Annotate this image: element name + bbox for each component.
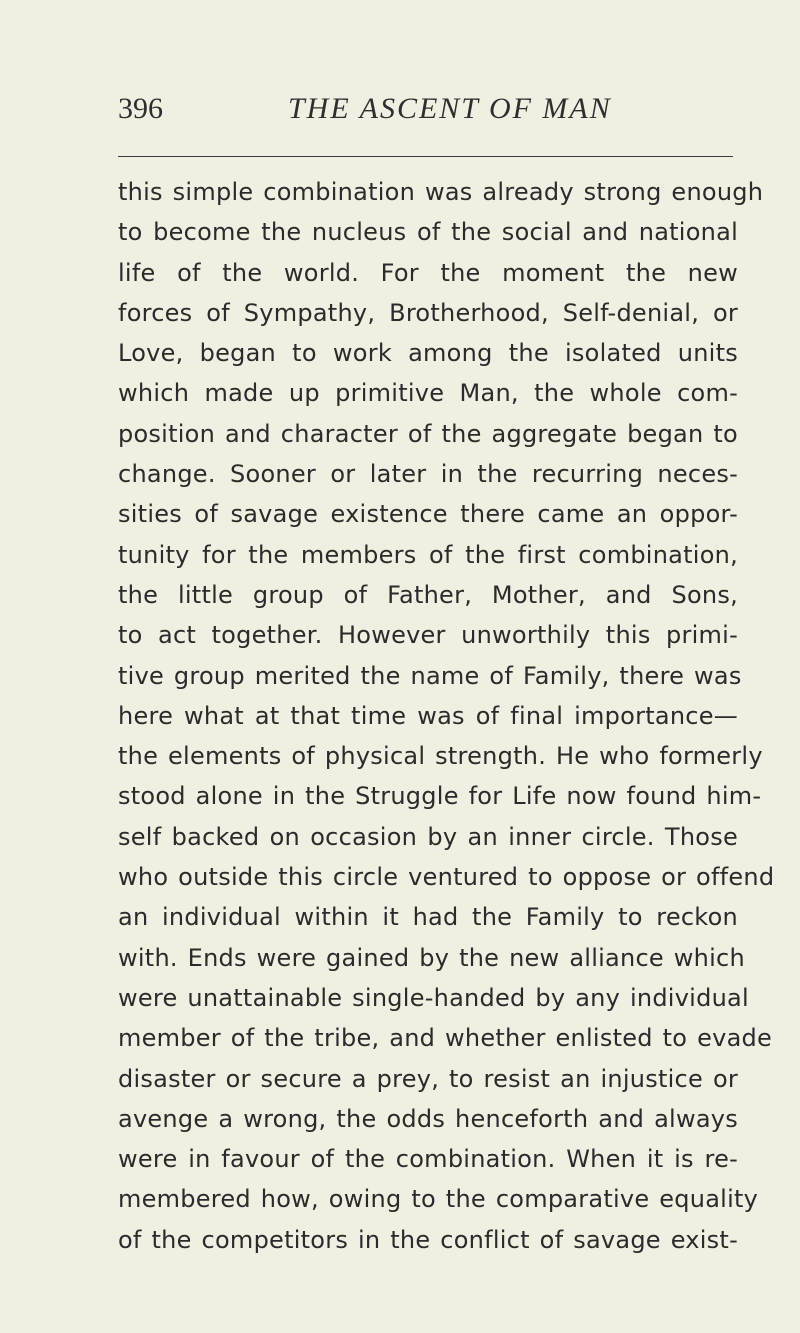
text-line: member of the tribe, and whether enlisted to evade bbox=[118, 1024, 773, 1053]
text-line: this simple combination was already strong enough bbox=[118, 178, 764, 206]
text-line: the little group of Father, Mother, and Sons, bbox=[118, 580, 738, 609]
text-line: membered how, owing to the comparative equality bbox=[118, 1185, 759, 1214]
text-line: self backed on occasion by an inner circle. Those bbox=[118, 822, 738, 851]
text-line: disaster or secure a prey, to resist an injustice or bbox=[118, 1064, 738, 1093]
text-line: Love, began to work among the isolated units bbox=[118, 339, 738, 368]
text-line: sities of savage existence there came an oppor- bbox=[118, 500, 738, 529]
page-header bbox=[118, 92, 738, 152]
text-line: of the competitors in the conflict of savage exist- bbox=[118, 1225, 738, 1254]
text-line: to become the nucleus of the social and national bbox=[118, 218, 738, 247]
text-line: were unattainable single-handed by any individual bbox=[118, 983, 749, 1012]
text-line: which made up primitive Man, the whole com- bbox=[118, 379, 738, 408]
body-text bbox=[118, 172, 775, 1260]
text-line: the elements of physical strength. He who formerly bbox=[118, 742, 763, 771]
page-number: 396 bbox=[118, 92, 163, 125]
text-line: an individual within it had the Family to reckon bbox=[118, 903, 738, 932]
text-line: life of the world. For the moment the new bbox=[118, 258, 738, 287]
text-line: change. Sooner or later in the recurring neces- bbox=[118, 460, 738, 489]
text-line: who outside this circle ventured to oppose or offend bbox=[118, 863, 775, 892]
text-line: stood alone in the Struggle for Life now found him- bbox=[118, 782, 762, 811]
text-line: to act together. However unworthily this primi- bbox=[118, 621, 738, 650]
header-rule bbox=[118, 156, 733, 157]
text-line: tunity for the members of the first combination, bbox=[118, 540, 738, 569]
text-line: with. Ends were gained by the new alliance which bbox=[118, 943, 745, 972]
running-title: THE ASCENT OF MAN bbox=[288, 92, 612, 125]
text-line: were in favour of the combination. When it is re- bbox=[118, 1145, 738, 1174]
text-line: forces of Sympathy, Brotherhood, Self-denial, or bbox=[118, 298, 738, 327]
text-line: avenge a wrong, the odds henceforth and always bbox=[118, 1104, 738, 1133]
text-line: position and character of the aggregate began to bbox=[118, 419, 738, 448]
text-line: tive group merited the name of Family, there was bbox=[118, 661, 742, 690]
text-line: here what at that time was of final importance— bbox=[118, 701, 738, 730]
